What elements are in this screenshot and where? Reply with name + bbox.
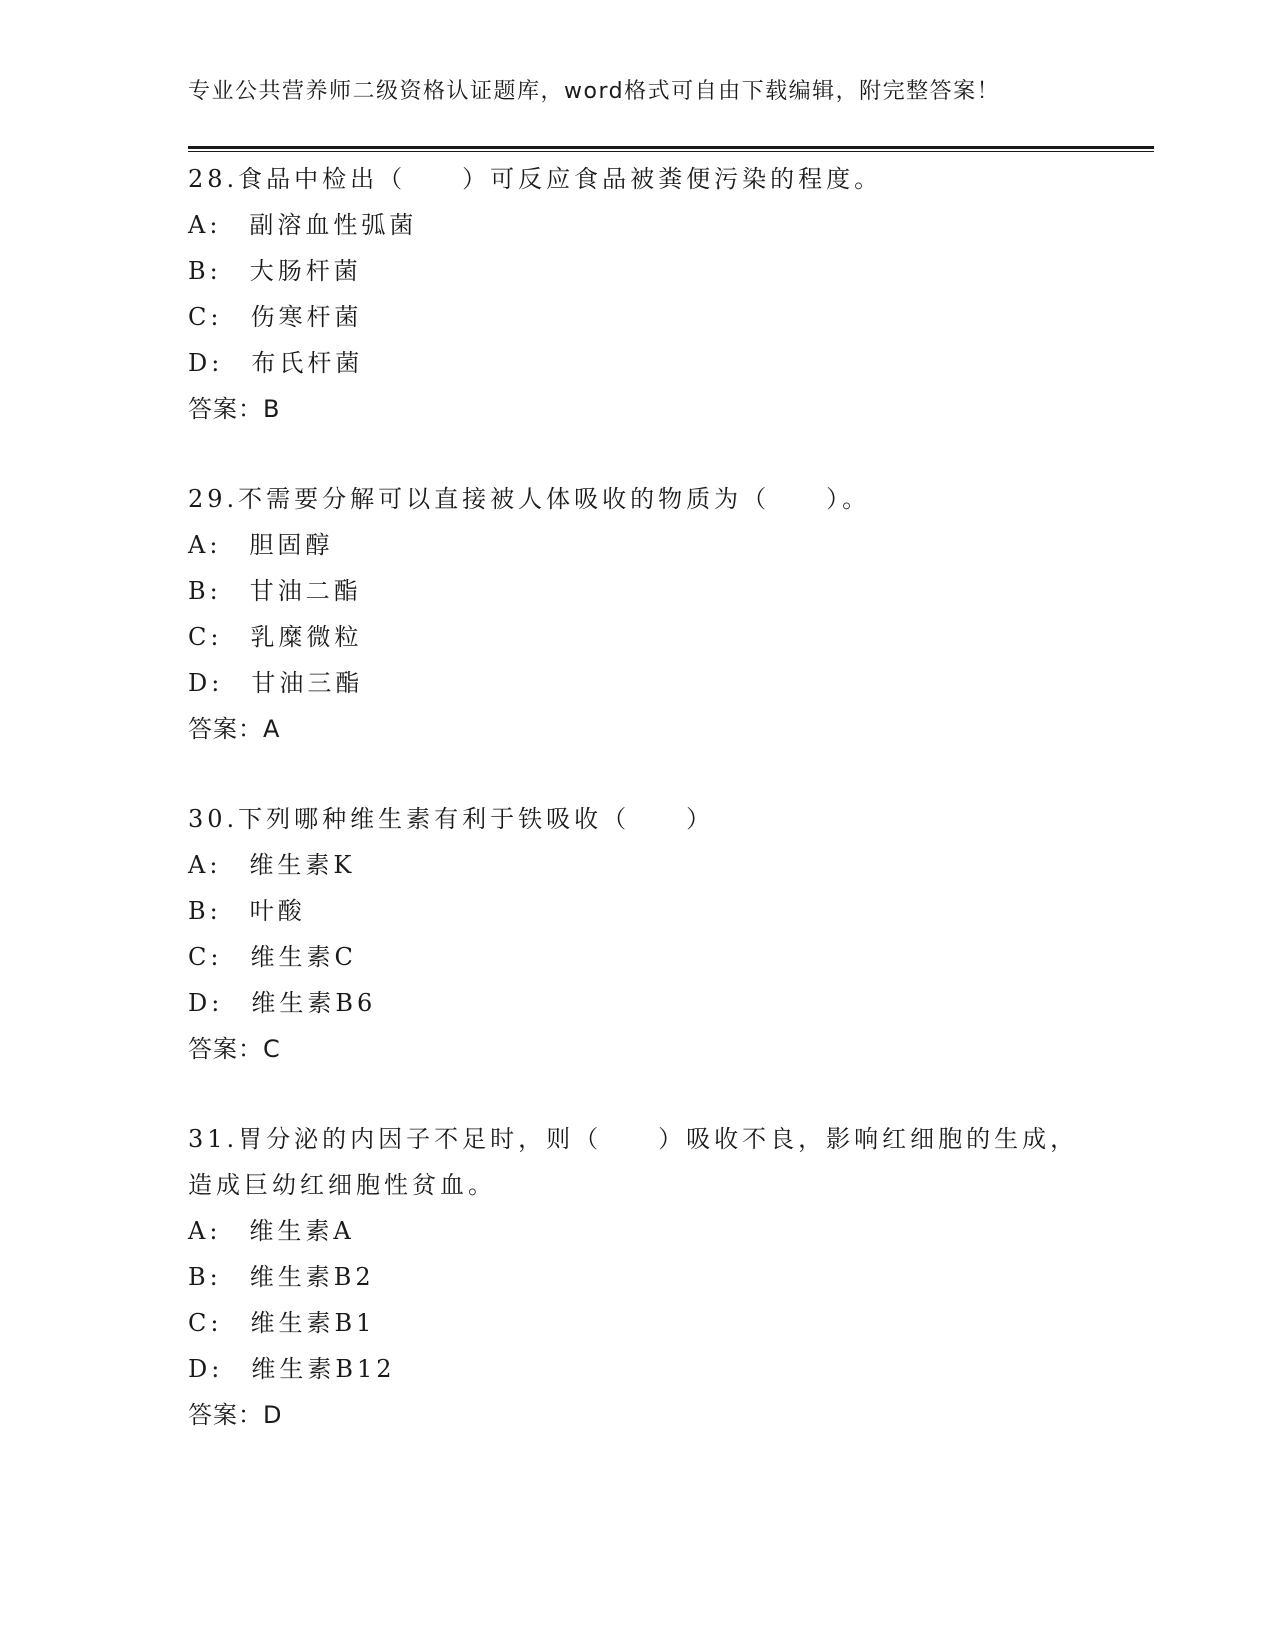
- option-d: D: 甘油三酯: [188, 669, 364, 697]
- question-stem: 28.食品中检出（ ）可反应食品被粪便污染的程度。: [188, 165, 883, 193]
- option-a: A: 胆固醇: [188, 531, 334, 559]
- question-31: [188, 1116, 1088, 1438]
- option-c: C: 维生素C: [188, 943, 357, 971]
- question-stem: 30.下列哪种维生素有利于铁吸收（ ）: [188, 805, 715, 833]
- option-c: C: 乳糜微粒: [188, 623, 363, 651]
- option-d: D: 布氏杆菌: [188, 349, 364, 377]
- question-30: [188, 796, 1088, 1072]
- option-c: C: 维生素B1: [188, 1309, 376, 1337]
- option-b: B: 叶酸: [188, 897, 306, 925]
- option-b: B: 大肠杆菌: [188, 257, 362, 285]
- answer-line: 答案：C: [188, 1035, 281, 1063]
- header-rule-thick: [188, 146, 1154, 149]
- option-b: B: 甘油二酯: [188, 577, 362, 605]
- option-c: C: 伤寒杆菌: [188, 303, 363, 331]
- page-header: 专业公共营养师二级资格认证题库，word格式可自由下载编辑，附完整答案！: [188, 79, 1001, 104]
- answer-line: 答案：B: [188, 395, 281, 423]
- answer-line: 答案：D: [188, 1401, 283, 1429]
- question-28: [188, 156, 1088, 432]
- question-29: [188, 476, 1088, 752]
- header-rule-thin: [188, 151, 1154, 152]
- answer-line: 答案：A: [188, 715, 281, 743]
- option-a: A: 维生素K: [188, 851, 356, 879]
- option-a: A: 维生素A: [188, 1217, 355, 1245]
- option-b: B: 维生素B2: [188, 1263, 375, 1291]
- option-d: D: 维生素B12: [188, 1355, 396, 1383]
- question-stem: 29.不需要分解可以直接被人体吸收的物质为（ ）。: [188, 485, 871, 513]
- option-d: D: 维生素B6: [188, 989, 377, 1017]
- option-a: A: 副溶血性弧菌: [188, 211, 418, 239]
- question-stem: 31.胃分泌的内因子不足时，则（ ）吸收不良，影响红细胞的生成，造成巨幼红细胞性贫血。: [188, 1125, 1079, 1199]
